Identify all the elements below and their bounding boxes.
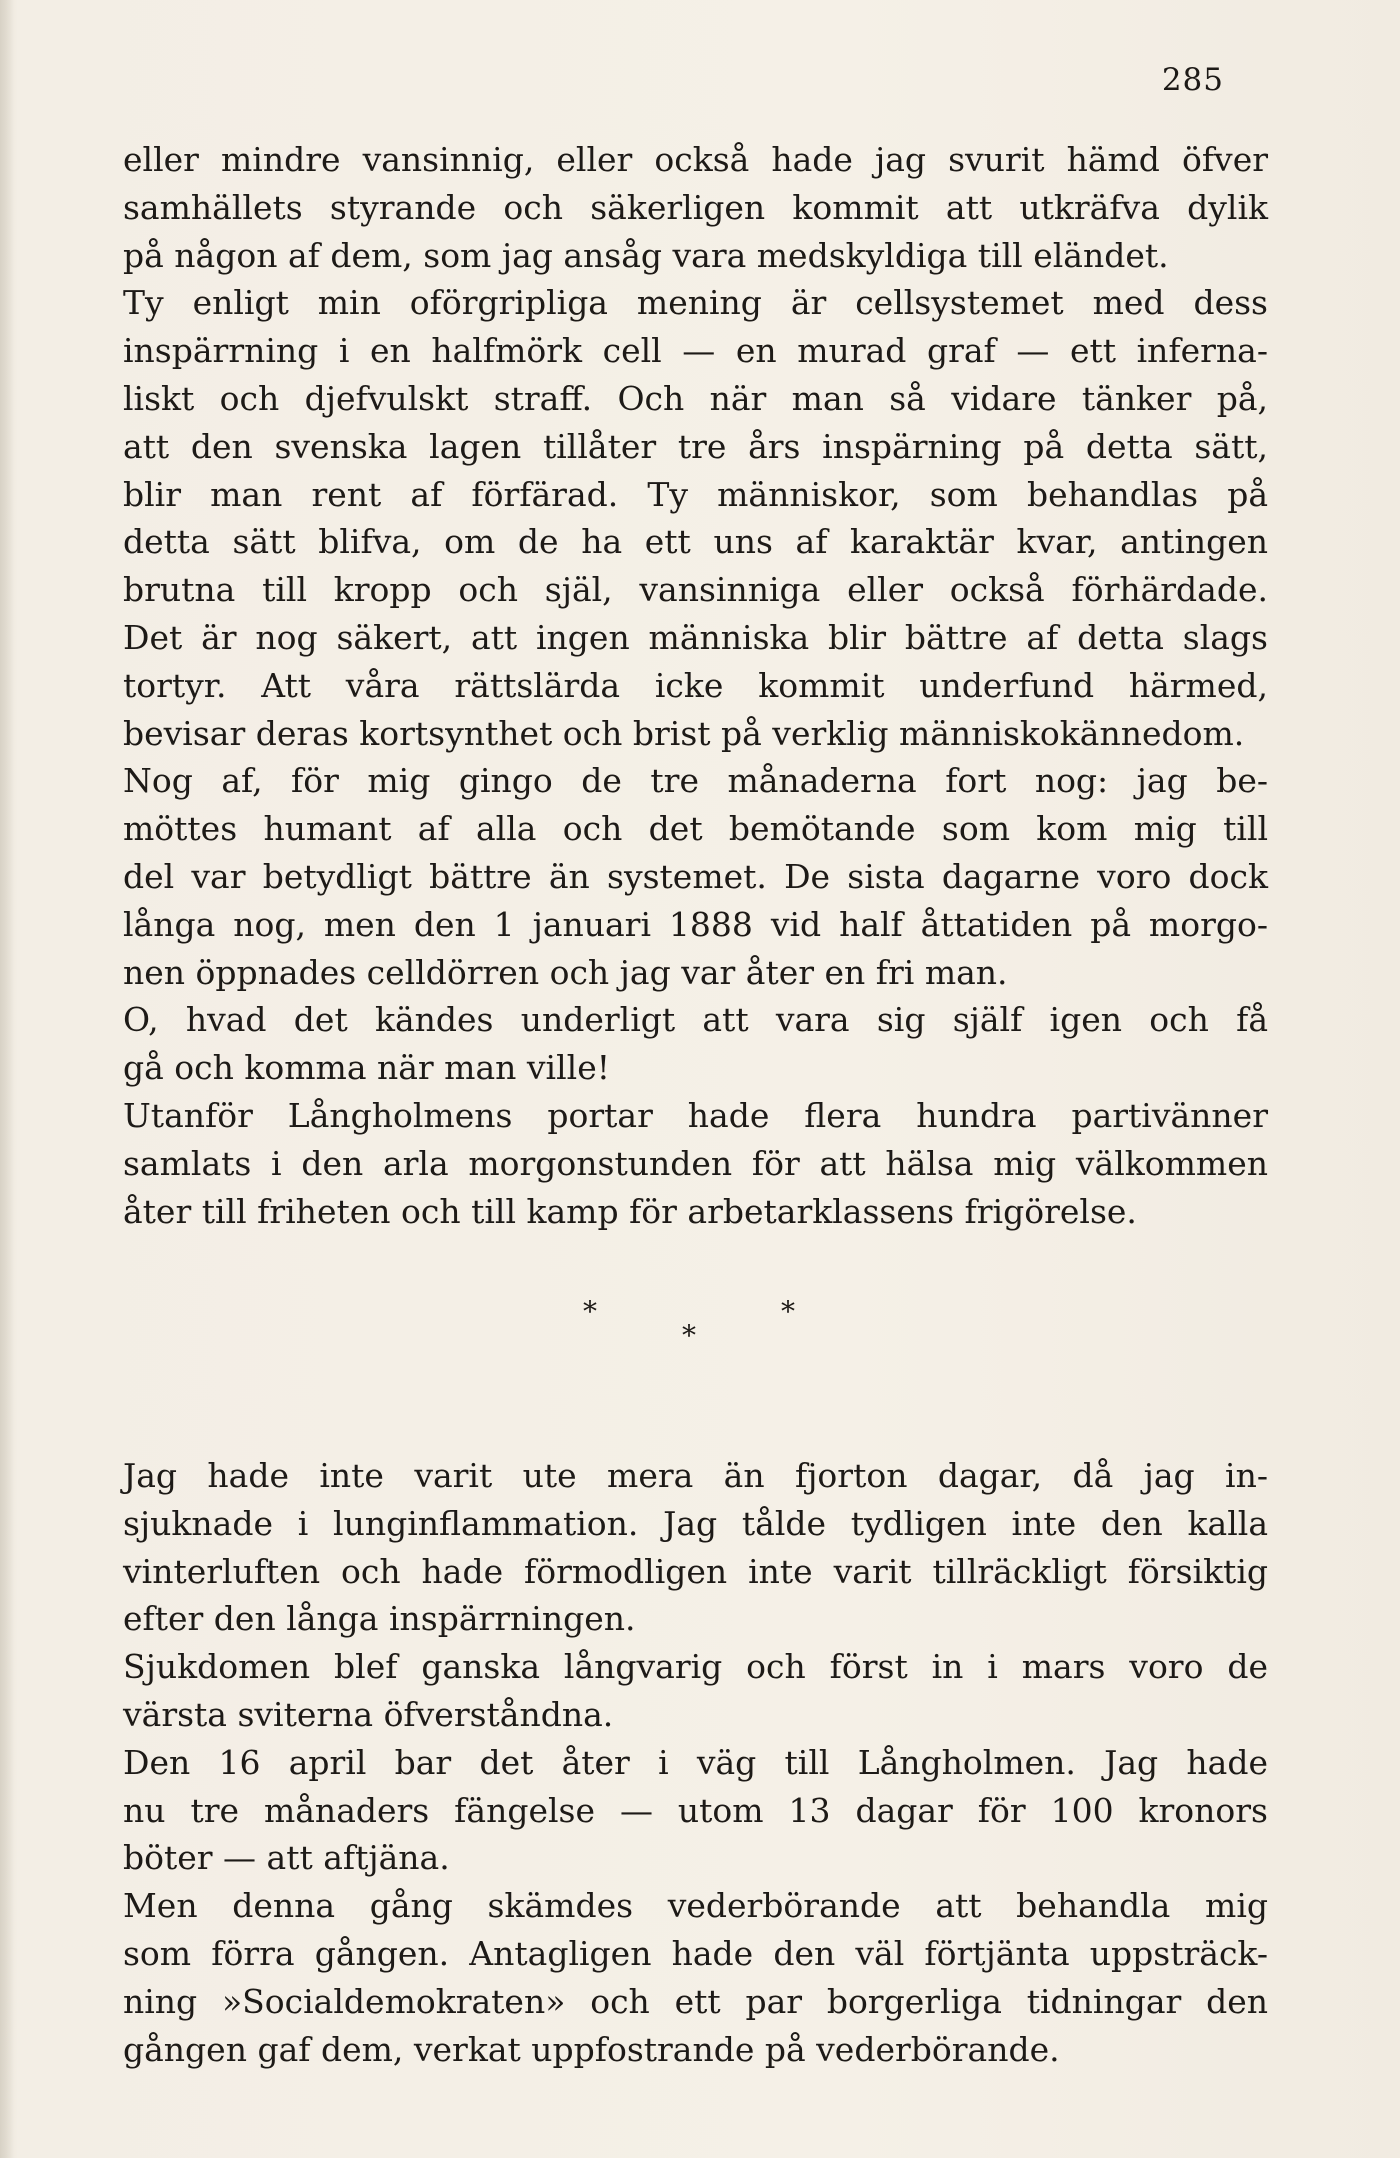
text-line: Det är nog säkert, att ingen människa blir bättre af detta slags	[123, 617, 1268, 657]
text-line: blir man rent af förfärad. Ty människor, som behandlas på	[123, 474, 1268, 514]
text-line: gå och komma när man ville!	[123, 1048, 610, 1088]
asterisk: *	[583, 1295, 597, 1328]
text-line: sjuknade i lunginflammation. Jag tålde tydligen inte den kalla	[123, 1503, 1268, 1543]
text-line: Men denna gång skämdes vederbörande att behandla mig	[123, 1886, 1268, 1926]
text-line: böter — att aftjäna.	[123, 1838, 450, 1878]
text-line: bevisar deras kortsynthet och brist på verklig människokännedom.	[123, 713, 1245, 753]
text-line: Sjukdomen blef ganska långvarig och först in i mars voro de	[123, 1647, 1268, 1687]
text-line: samhällets styrande och säkerligen kommit att utkräfva dylik	[123, 187, 1268, 227]
paragraph-block-2	[123, 1452, 1268, 2073]
text-line: ning »Socialdemokraten» och ett par borgerliga tidningar den	[123, 1981, 1268, 2021]
text-line: nu tre månaders fängelse — utom 13 dagar för 100 kronors	[123, 1790, 1268, 1830]
text-line: inspärrning i en halfmörk cell — en murad graf — ett inferna-	[123, 331, 1268, 371]
section-break-asterism	[0, 1295, 1400, 1358]
text-line: möttes humant af alla och det bemötande som kom mig till	[123, 809, 1268, 849]
text-line: samlats i den arla morgonstunden för att hälsa mig välkommen	[123, 1143, 1268, 1183]
text-line: åter till friheten och till kamp för arbetarklassens frigörelse.	[123, 1191, 1137, 1231]
text-line: del var betydligt bättre än systemet. De sista dagarne voro dock	[123, 856, 1268, 896]
text-line: Utanför Långholmens portar hade flera hundra partivänner	[123, 1095, 1268, 1135]
page-number: 285	[1161, 62, 1224, 98]
asterisk: *	[682, 1319, 696, 1352]
text-line: långa nog, men den 1 januari 1888 vid half åttatiden på morgo-	[123, 904, 1268, 944]
text-line: vinterluften och hade förmodligen inte varit tillräckligt försiktig	[123, 1551, 1268, 1591]
text-line: O, hvad det kändes underligt att vara sig själf igen och få	[123, 1000, 1268, 1040]
text-line: efter den långa inspärrningen.	[123, 1599, 636, 1639]
text-line: eller mindre vansinnig, eller också hade jag svurit hämd öfver	[123, 140, 1268, 179]
text-line: Nog af, för mig gingo de tre månaderna fort nog: jag be-	[123, 761, 1268, 801]
text-line: tortyr. Att våra rättslärda icke kommit underfund härmed,	[123, 665, 1268, 705]
text-line: liskt och djefvulskt straff. Och när man så vidare tänker på,	[123, 378, 1268, 418]
text-line: detta sätt blifva, om de ha ett uns af karaktär kvar, antingen	[123, 522, 1268, 562]
text-line: gången gaf dem, verkat uppfostrande på vederbörande.	[123, 2029, 1060, 2069]
text-line: att den svenska lagen tillåter tre års inspärning på detta sätt,	[123, 426, 1268, 466]
page-edge-shadow	[0, 0, 14, 2158]
paragraph-block-1	[123, 136, 1268, 1235]
text-line: värsta sviterna öfverståndna.	[123, 1694, 614, 1734]
text-line: nen öppnades celldörren och jag var åter en fri man.	[123, 952, 1008, 992]
text-line: Den 16 april bar det åter i väg till Långholmen. Jag hade	[123, 1742, 1268, 1782]
asterisk: *	[781, 1295, 795, 1328]
text-line: Ty enligt min oförgripliga mening är cellsystemet med dess	[123, 283, 1268, 323]
text-line: brutna till kropp och själ, vansinniga eller också förhärdade.	[123, 570, 1268, 610]
text-line: Jag hade inte varit ute mera än fjorton dagar, då jag in-	[123, 1456, 1268, 1495]
text-line: som förra gången. Antagligen hade den väl förtjänta uppsträck-	[123, 1933, 1268, 1973]
text-line: på någon af dem, som jag ansåg vara medskyldiga till eländet.	[123, 235, 1169, 275]
